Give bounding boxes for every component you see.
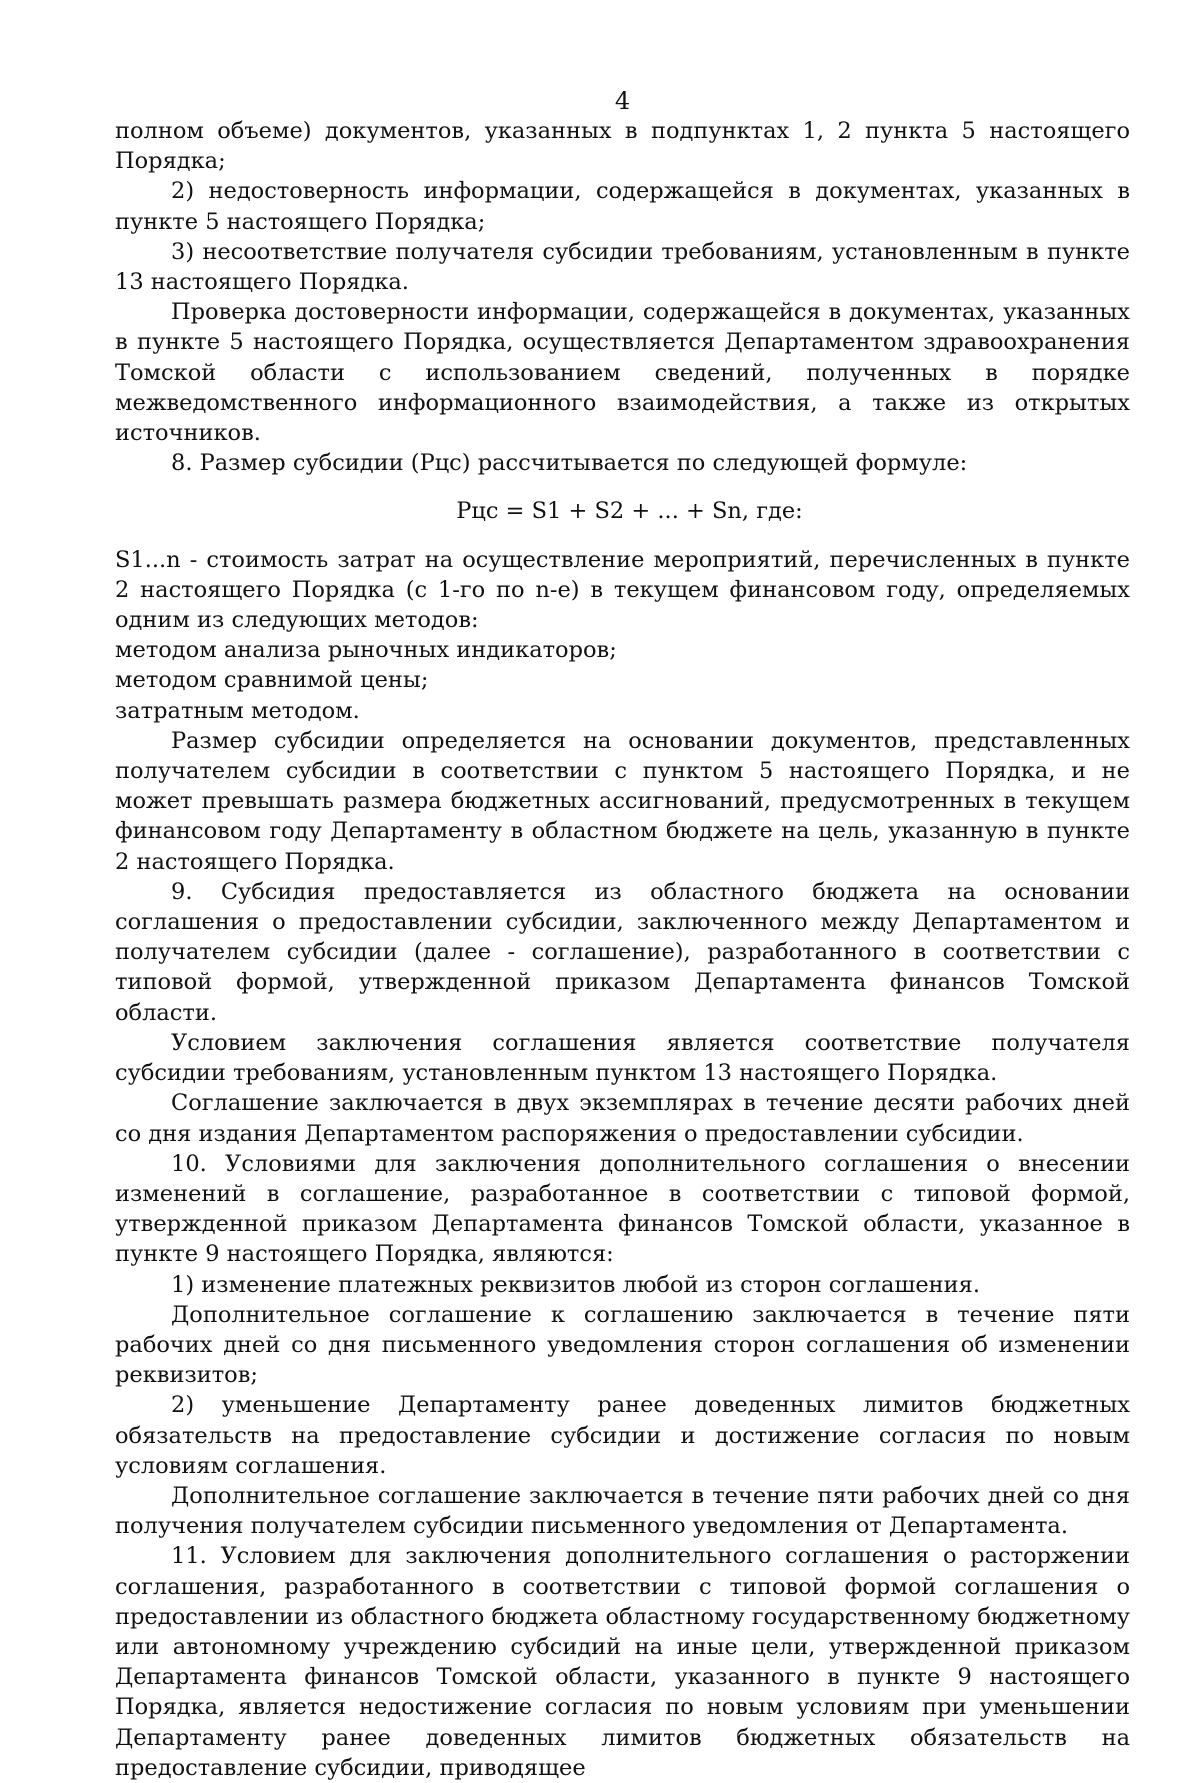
paragraph: Проверка достоверности информации, содержащейся в документах, указанных в пункте 5 настоящего Порядка, осуществляется Департаментом здравоохранения Томской области с использованием сведений, полученных в порядке межведомственного информационного взаимодействия, а также из открытых источников. [115,299,1130,447]
paragraph: 10. Условиями для заключения дополнительного соглашения о внесении изменений в соглашение, разработанное в соответствии с типовой формой, утвержденной приказом Департамента финансов Томской области, указанное в пункте 9 настоящего Порядка, являются: [115,1150,1130,1268]
paragraph: методом сравнимой цены; [115,667,429,694]
paragraph: S1...n - стоимость затрат на осуществление мероприятий, перечисленных в пункте 2 настоящего Порядка (с 1-го по n-е) в текущем финансовом году, определяемых одним из следующих методов: [115,546,1130,634]
document-page [115,86,1130,1783]
paragraph: 1) изменение платежных реквизитов любой из сторон соглашения. [171,1271,980,1298]
paragraph: 3) несоответствие получателя субсидии требованиям, установленным в пункте 13 настоящего Порядка. [115,238,1130,296]
paragraph: методом анализа рыночных индикаторов; [115,637,617,664]
paragraph: 2) недостоверность информации, содержащейся в документах, указанных в пункте 5 настоящего Порядка; [115,178,1130,235]
paragraph: полном объеме) документов, указанных в подпунктах 1, 2 пункта 5 настоящего Порядка; [115,118,1130,175]
paragraph: Дополнительное соглашение к соглашению заключается в течение пяти рабочих дней со дня письменного уведомления сторон соглашения об изменении реквизитов; [115,1301,1130,1389]
paragraph: Условием заключения соглашения является соответствие получателя субсидии требованиям, установленным пунктом 13 настоящего Порядка. [115,1029,1130,1087]
paragraph: 9. Субсидия предоставляется из областного бюджета на основании соглашения о предоставлении субсидии, заключенного между Департаментом и получателем субсидии (далее - соглашение), разработанного в соответствии с типовой формой, утвержденной приказом Департамента финансов Томской области. [115,878,1130,1026]
paragraph: Дополнительное соглашение заключается в течение пяти рабочих дней со дня получения получателем субсидии письменного уведомления от Департамента. [115,1482,1130,1540]
page-number: 4 [614,87,631,115]
document-body [115,116,1130,1783]
paragraph: Соглашение заключается в двух экземплярах в течение десяти рабочих дней со дня издания Департаментом распоряжения о предоставлении субсидии. [115,1090,1130,1147]
paragraph: 8. Размер субсидии (Рцс) рассчитывается по следующей формуле: [171,450,968,477]
paragraph: 2) уменьшение Департаменту ранее доведенных лимитов бюджетных обязательств на предоставление субсидии и достижение согласия по новым условиям соглашения. [115,1392,1130,1479]
paragraph: затратным методом. [115,697,360,724]
paragraph: 11. Условием для заключения дополнительного соглашения о расторжении соглашения, разработанного в соответствии с типовой формой соглашения о предоставлении из областного бюджета областному государственному бюджетному или автономному учреждению субсидий на иные цели, утвержденной приказом Департамента финансов Томской области, указанного в пункте 9 настоящего Порядка, является недостижение согласия по новым условиям при уменьшении Департаменту ранее доведенных лимитов бюджетных обязательств на предоставление субсидии, приводящее [115,1543,1130,1781]
paragraph: Размер субсидии определяется на основании документов, представленных получателем субсидии в соответствии с пунктом 5 настоящего Порядка, и не может превышать размера бюджетных ассигнований, предусмотренных в текущем финансовом году Департаменту в областном бюджете на цель, указанную в пункте 2 настоящего Порядка. [115,727,1130,875]
formula: Рцс = S1 + S2 + ... + Sn, где: [456,498,803,525]
